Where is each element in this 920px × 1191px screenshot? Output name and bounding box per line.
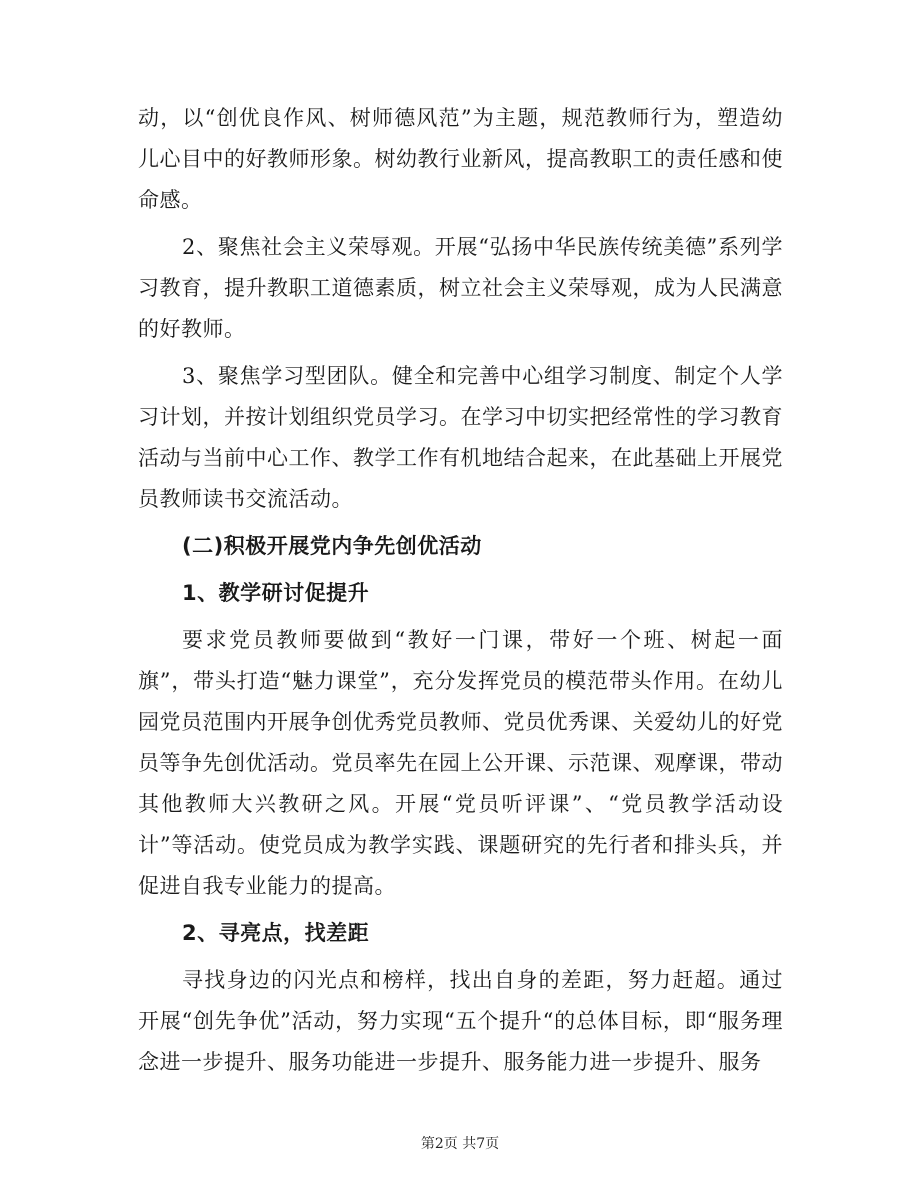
document-body xyxy=(138,98,783,1083)
paragraph-item-2: 2、聚焦社会主义荣辱观。开展“弘扬中华民族传统美德”系列学习教育，提升教职工道德素质，树立社会主义荣辱观，成为人民满意的好教师。 xyxy=(138,235,783,341)
page-number: 第2页 共7页 xyxy=(420,1136,500,1152)
paragraph-highlights: 寻找身边的闪光点和榜样，找出自身的差距，努力赶超。通过开展“创先争优”活动，努力实现“五个提升“的总体目标，即“服务理念进一步提升、服务功能进一步提升、服务能力进一步提升、服务 xyxy=(138,968,783,1074)
paragraph-continuation: 动，以“创优良作风、树师德风范”为主题，规范教师行为，塑造幼儿心目中的好教师形象。树幼教行业新风，提高教职工的责任感和使命感。 xyxy=(138,106,783,212)
subsection-heading-1: 1、教学研讨促提升 xyxy=(182,581,370,605)
page-footer xyxy=(0,1133,920,1153)
paragraph-item-3: 3、聚焦学习型团队。健全和完善中心组学习制度、制定个人学习计划，并按计划组织党员学习。在学习中切实把经常性的学习教育活动与当前中心工作、教学工作有机地结合起来，在此基础上开展党员教师读书交流活动。 xyxy=(138,364,783,511)
section-heading: (二)积极开展党内争先创优活动 xyxy=(182,534,482,558)
subsection-heading-2: 2、寻亮点，找差距 xyxy=(182,921,370,945)
paragraph-teaching: 要求党员教师要做到“教好一门课，带好一个班、树起一面旗”，带头打造“魅力课堂”，充分发挥党员的模范带头作用。在幼儿园党员范围内开展争创优秀党员教师、党员优秀课、关爱幼儿的好党员等争先创优活动。党员率先在园上公开课、示范课、观摩课，带动其他教师大兴教研之风。开展“党员听评课”、“党员教学活动设计”等活动。使党员成为教学实践、课题研究的先行者和排头兵，并促进自我专业能力的提高。 xyxy=(138,628,783,898)
